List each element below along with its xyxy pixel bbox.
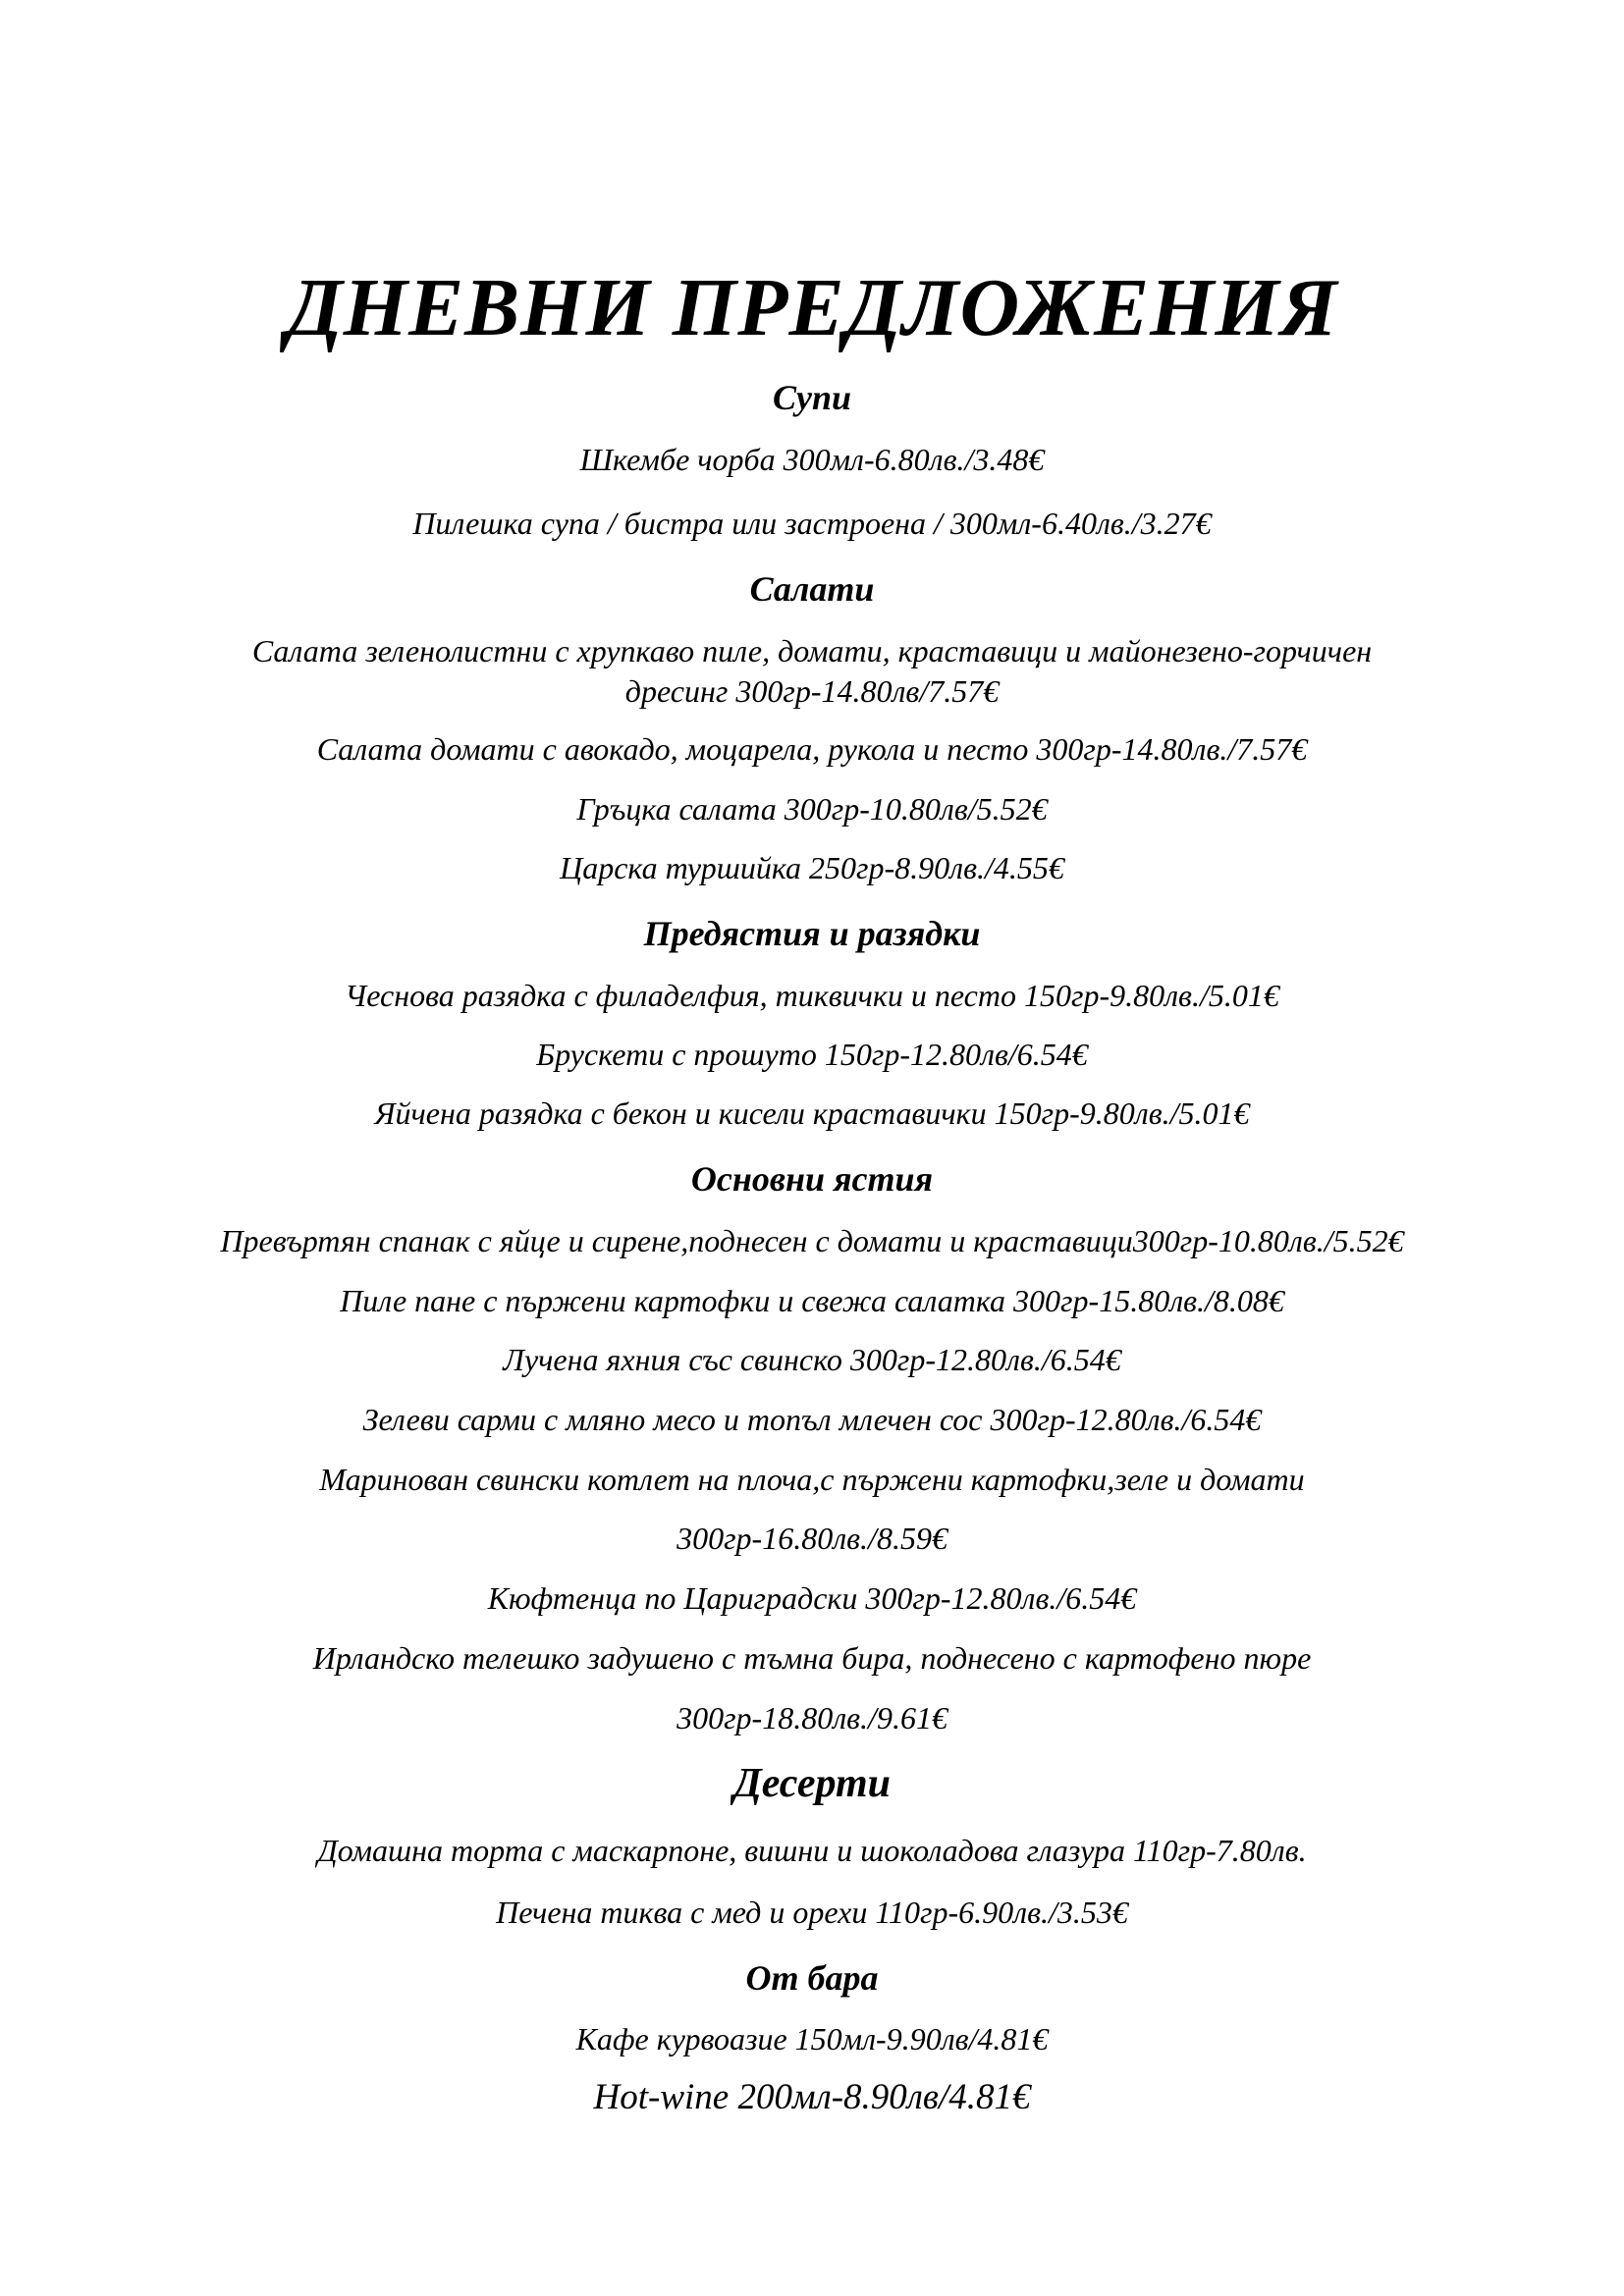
menu-item: Домашна торта с маскарпоне, вишни и шоколадова глазура 110гр-7.80лв. [317,1833,1307,1868]
page-title: ДНЕВНИ ПРЕДЛОЖЕНИЯ [286,262,1338,353]
menu-item-continuation: 300гр-16.80лв./8.59€ [677,1521,947,1556]
menu-item: Hot-wine 200мл-8.90лв/4.81€ [593,2077,1031,2117]
menu-item: Кюфтенца по Цариградски 300гр-12.80лв./6.54€ [487,1580,1137,1616]
menu-item: Гръцка салата 300гр-10.80лв/5.52€ [576,791,1048,827]
menu-item: Брускети с прошуто 150гр-12.80лв/6.54€ [536,1037,1088,1072]
menu-item: Пилешка супа / бистра или застроена / 300мл-6.40лв./3.27€ [412,506,1212,541]
menu-item: Печена тиква с мед и орехи 110гр-6.90лв./3.53€ [496,1895,1128,1930]
menu-item: Превъртян спанак с яйце и сирене,поднесен с домати и краставици300гр-10.80лв./5.52€ [220,1223,1404,1258]
section-heading-bar: От бара [745,1958,879,1998]
menu-item: Кафе курвоазие 150мл-9.90лв/4.81€ [575,2021,1049,2056]
menu-item: Салата домати с авокадо, моцарела, рукола и песто 300гр-14.80лв./7.57€ [316,731,1308,767]
menu-item: Царска туршийка 250гр-8.90лв./4.55€ [560,850,1064,885]
section-heading-soups: Супи [772,378,852,417]
menu-item: Пиле пане с пържени картофки и свежа салатка 300гр-15.80лв./8.08€ [340,1283,1284,1318]
menu-item-continuation: дресинг 300гр-14.80лв/7.57€ [624,673,1000,709]
menu-item: Шкембе чорба 300мл-6.80лв./3.48€ [579,442,1045,477]
menu-item: Лучена яхния със свинско 300гр-12.80лв./6.54€ [503,1342,1121,1377]
section-heading-salads: Салати [749,569,875,609]
menu-item: Салата зеленолистни с хрупкаво пиле, домати, краставици и майонезено-горчичен [251,633,1373,668]
menu-item: Ирландско телешко задушено с тъмна бира, поднесено с картофено пюре [312,1640,1312,1676]
section-heading-mains: Основни ястия [690,1159,934,1199]
menu-item: Чеснова разядка с филаделфия, тиквички и песто 150гр-9.80лв./5.01€ [345,978,1279,1013]
menu-item: Зелеви сарми с мляно месо и топъл млечен сос 300гр-12.80лв./6.54€ [362,1402,1262,1437]
menu-item: Маринован свински котлет на плоча,с пържени картофки,зеле и домати [319,1462,1305,1497]
section-heading-desserts: Десерти [733,1761,891,1806]
section-heading-starters: Предястия и разядки [643,914,981,953]
menu-item: Яйчена разядка с бекон и кисели краставички 150гр-9.80лв./5.01€ [374,1095,1250,1131]
menu-item-continuation: 300гр-18.80лв./9.61€ [677,1700,947,1735]
